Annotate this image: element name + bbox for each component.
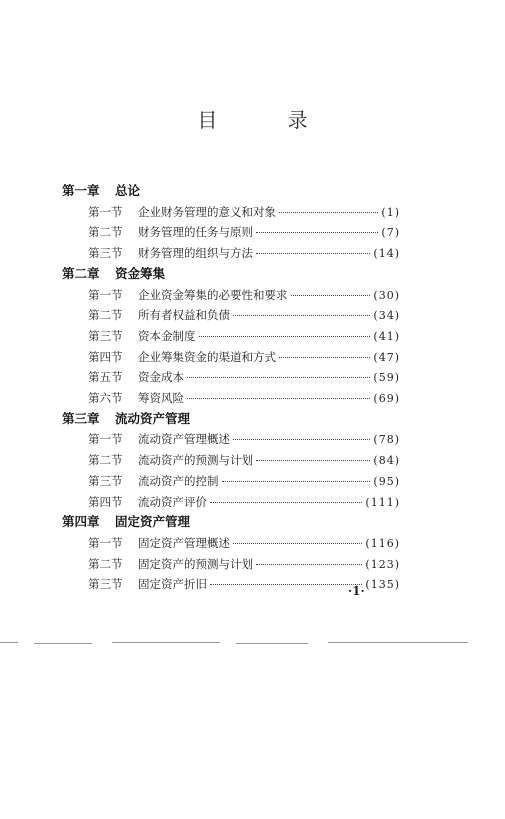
toc-entry bbox=[88, 225, 400, 240]
section-page-ref: (116) bbox=[365, 536, 400, 550]
toc-entry bbox=[88, 288, 400, 303]
section-title: 固定资产管理概述 bbox=[138, 535, 230, 550]
section-title: 资金成本 bbox=[138, 370, 184, 385]
dot-leader bbox=[210, 584, 362, 585]
section-page-ref: (95) bbox=[373, 474, 400, 488]
scan-artifact-line bbox=[328, 642, 468, 643]
dot-leader bbox=[279, 357, 370, 358]
chapter-heading bbox=[62, 184, 140, 198]
chapter-heading bbox=[62, 412, 190, 426]
toc-entry bbox=[88, 246, 400, 261]
section-title: 固定资产的预测与计划 bbox=[138, 556, 253, 571]
section-title: 财务管理的组织与方法 bbox=[138, 246, 253, 261]
toc-entry bbox=[88, 432, 400, 447]
section-number: 第五节 bbox=[88, 370, 123, 385]
dot-leader bbox=[187, 377, 370, 378]
dot-leader bbox=[199, 336, 371, 337]
section-number: 第一节 bbox=[88, 287, 123, 302]
section-page-ref: (1) bbox=[381, 205, 400, 219]
dot-leader bbox=[210, 502, 362, 503]
section-title: 所有者权益和负债 bbox=[138, 308, 230, 323]
toc-entry bbox=[88, 391, 400, 406]
toc-entry bbox=[88, 495, 400, 510]
section-title: 固定资产折旧 bbox=[138, 577, 207, 592]
chapter-number: 第一章 bbox=[62, 183, 100, 198]
section-page-ref: (34) bbox=[373, 309, 400, 323]
section-page-ref: (47) bbox=[373, 350, 400, 364]
dot-leader bbox=[291, 295, 371, 296]
dot-leader bbox=[256, 232, 378, 233]
section-page-ref: (59) bbox=[373, 371, 400, 385]
section-number: 第一节 bbox=[88, 204, 123, 219]
section-number: 第六节 bbox=[88, 391, 123, 405]
toc-entry bbox=[88, 536, 400, 551]
section-number: 第三节 bbox=[88, 577, 123, 592]
section-number: 第一节 bbox=[88, 432, 123, 447]
section-page-ref: (78) bbox=[373, 433, 400, 447]
dot-leader bbox=[187, 398, 370, 399]
section-title: 企业财务管理的意义和对象 bbox=[138, 204, 276, 219]
dot-leader bbox=[233, 543, 362, 544]
section-page-ref: (111) bbox=[365, 495, 400, 509]
chapter-heading bbox=[62, 267, 165, 281]
section-title: 流动资产的预测与计划 bbox=[138, 453, 253, 468]
dot-leader bbox=[222, 481, 371, 482]
toc-entry bbox=[88, 557, 400, 572]
page-number: ·1· bbox=[348, 584, 365, 598]
toc-entry bbox=[88, 329, 400, 344]
chapter-title: 固定资产管理 bbox=[115, 514, 191, 530]
toc-entry bbox=[88, 474, 400, 489]
section-number: 第一节 bbox=[88, 535, 123, 550]
section-page-ref: (7) bbox=[381, 226, 400, 240]
scan-artifact-line bbox=[112, 642, 220, 643]
section-page-ref: (14) bbox=[373, 247, 400, 261]
toc-entry bbox=[88, 453, 400, 468]
section-page-ref: (69) bbox=[373, 392, 400, 405]
dot-leader bbox=[256, 460, 370, 461]
section-number: 第三节 bbox=[88, 246, 123, 261]
toc-entry bbox=[88, 308, 400, 323]
dot-leader bbox=[233, 439, 370, 440]
section-number: 第二节 bbox=[88, 308, 123, 323]
chapter-title: 资金筹集 bbox=[115, 265, 166, 281]
section-title: 企业资金筹集的必要性和要求 bbox=[138, 287, 288, 302]
section-number: 第四节 bbox=[88, 349, 123, 364]
scan-artifact-line bbox=[236, 643, 308, 644]
page-title: 目 录 bbox=[197, 108, 340, 132]
section-title: 企业筹集资金的渠道和方式 bbox=[138, 349, 276, 364]
section-title: 筹资风险 bbox=[138, 391, 184, 405]
section-number: 第二节 bbox=[88, 225, 123, 240]
chapter-number: 第二章 bbox=[62, 265, 100, 281]
toc-entry bbox=[88, 205, 400, 220]
section-number: 第四节 bbox=[88, 494, 123, 509]
section-page-ref: (84) bbox=[373, 454, 400, 468]
dot-leader bbox=[279, 212, 378, 213]
section-title: 流动资产评价 bbox=[138, 494, 207, 509]
section-number: 第二节 bbox=[88, 453, 123, 468]
section-page-ref: (135) bbox=[365, 578, 400, 592]
scan-artifact-line bbox=[0, 642, 18, 643]
chapter-number: 第三章 bbox=[62, 410, 100, 426]
section-title: 流动资产管理概述 bbox=[138, 432, 230, 447]
section-title: 财务管理的任务与原则 bbox=[138, 225, 253, 240]
section-page-ref: (30) bbox=[373, 288, 400, 302]
section-number: 第三节 bbox=[88, 328, 123, 343]
toc-entry bbox=[88, 350, 400, 365]
chapter-heading bbox=[62, 515, 190, 529]
section-title: 资本金制度 bbox=[138, 328, 196, 343]
section-number: 第二节 bbox=[88, 556, 123, 571]
dot-leader bbox=[256, 564, 362, 565]
section-page-ref: (41) bbox=[373, 329, 400, 343]
chapter-title: 总论 bbox=[115, 183, 141, 198]
section-title: 流动资产的控制 bbox=[138, 473, 219, 488]
dot-leader bbox=[256, 253, 370, 254]
toc-entry bbox=[88, 370, 400, 385]
scan-artifact-line bbox=[34, 643, 92, 644]
section-page-ref: (123) bbox=[365, 557, 400, 571]
chapter-title: 流动资产管理 bbox=[115, 410, 191, 426]
chapter-number: 第四章 bbox=[62, 514, 100, 530]
section-number: 第三节 bbox=[88, 473, 123, 488]
dot-leader bbox=[233, 315, 370, 316]
